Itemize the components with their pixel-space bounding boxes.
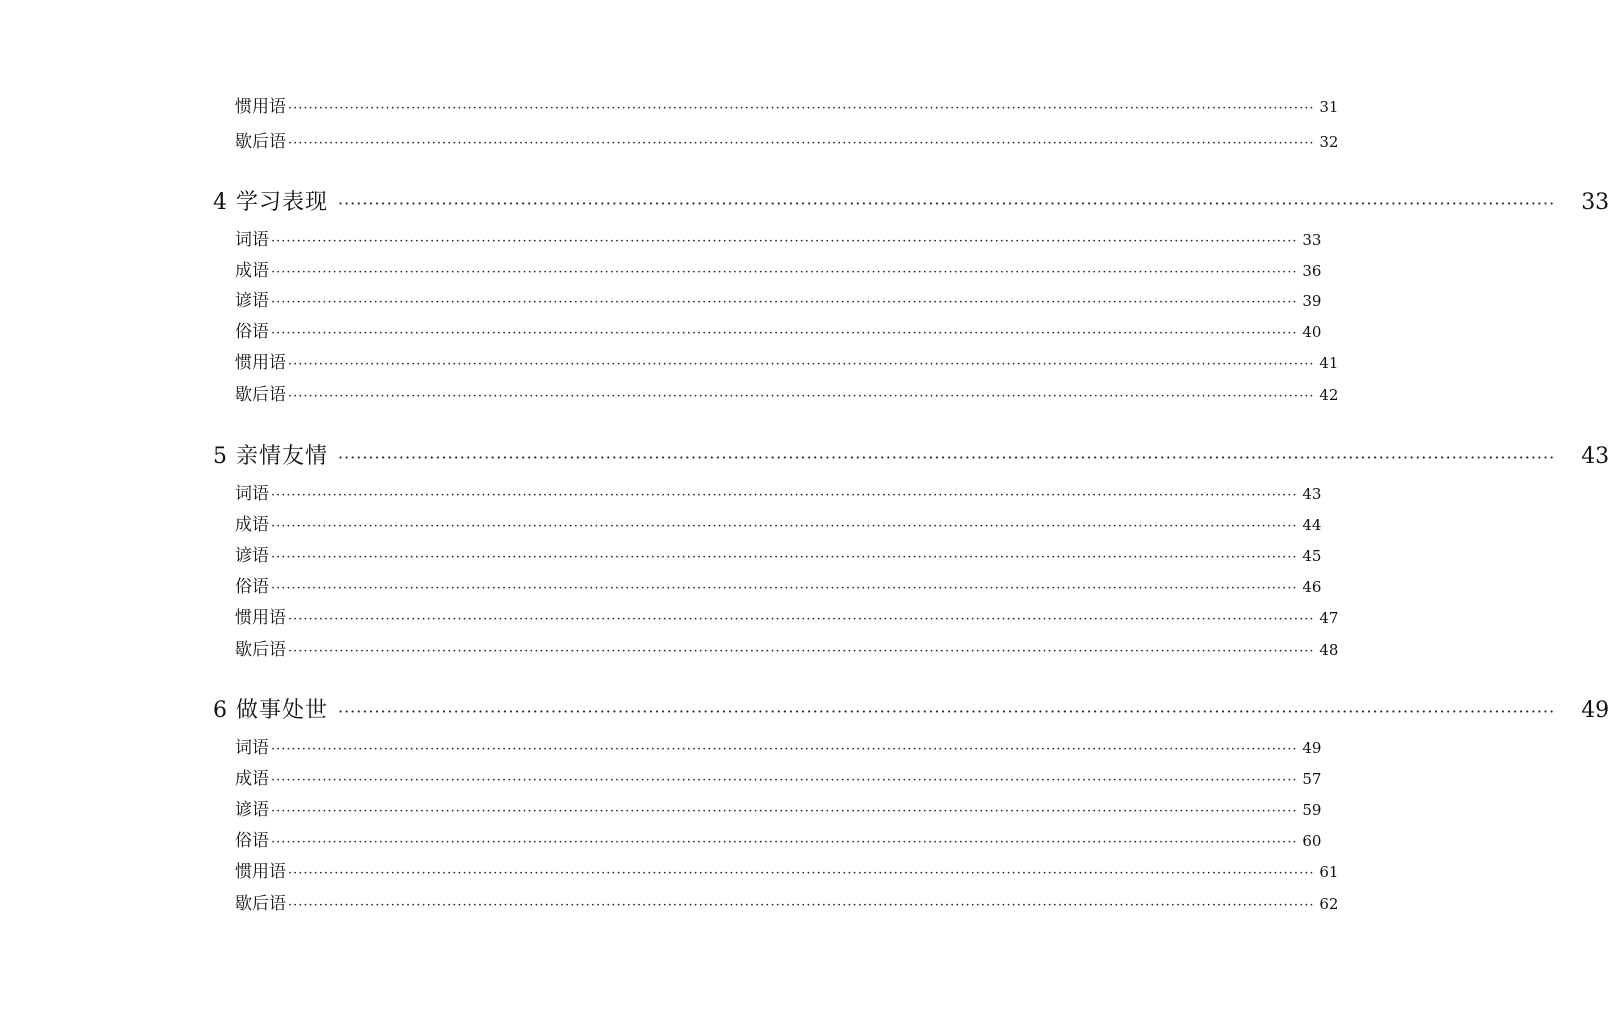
- page-number: 41: [1319, 354, 1339, 372]
- entry-title: 成语: [235, 261, 269, 281]
- page-number: 59: [1302, 801, 1322, 819]
- entry-title: 成语: [235, 769, 269, 789]
- toc-entry[interactable]: [235, 92, 1339, 117]
- entry-title: 词语: [235, 738, 269, 758]
- toc-chapter-entry[interactable]: [213, 439, 1609, 469]
- toc-entry[interactable]: [235, 510, 1322, 535]
- entry-title: 俗语: [235, 831, 269, 851]
- entry-title: 歇后语: [235, 385, 286, 405]
- dot-leader: ········································································································································································································: [288, 644, 1315, 659]
- dot-leader: ········································································································································································································: [288, 866, 1315, 881]
- entry-title: 惯用语: [235, 862, 286, 882]
- entry-title: 词语: [235, 484, 269, 504]
- dot-leader: ········································································································································································································: [288, 612, 1315, 627]
- entry-title: 惯用语: [235, 97, 286, 117]
- page-number: 45: [1302, 547, 1322, 565]
- toc-entry[interactable]: [235, 380, 1339, 405]
- dot-leader: ········································································································································································································: [271, 295, 1298, 310]
- chapter-title: 5 亲情友情: [213, 444, 328, 469]
- dot-leader: ········································································································································································································: [288, 357, 1315, 372]
- dot-leader: ········································································································································································································: [271, 326, 1298, 341]
- entry-title: 歇后语: [235, 640, 286, 660]
- toc-entry[interactable]: [235, 764, 1322, 789]
- dot-leader: ········································································································································································································: [271, 519, 1298, 534]
- entry-title: 谚语: [235, 546, 269, 566]
- entry-title: 歇后语: [235, 132, 286, 152]
- toc-entry[interactable]: [235, 286, 1322, 311]
- page-number: 47: [1319, 609, 1339, 627]
- dot-leader: ········································································································································································································: [271, 742, 1298, 757]
- dot-leader: ········································································································································································································: [288, 389, 1315, 404]
- page-number: 62: [1319, 895, 1339, 913]
- page-number: 32: [1319, 133, 1339, 151]
- toc-entry[interactable]: [235, 225, 1322, 250]
- chapter-page-number: 33: [1581, 190, 1609, 215]
- dot-leader: ········································································································································································································: [271, 234, 1298, 249]
- page-number: 33: [1302, 231, 1322, 249]
- chapter-title: 6 做事处世: [213, 698, 328, 723]
- dot-leader: ········································································································································································································: [338, 702, 1556, 721]
- entry-title: 谚语: [235, 291, 269, 311]
- entry-title: 词语: [235, 230, 269, 250]
- entry-title: 谚语: [235, 800, 269, 820]
- toc-entry[interactable]: [235, 479, 1322, 504]
- dot-leader: ········································································································································································································: [271, 581, 1298, 596]
- dot-leader: ········································································································································································································: [271, 265, 1298, 280]
- dot-leader: ········································································································································································································: [288, 101, 1315, 116]
- page-number: 43: [1302, 485, 1322, 503]
- dot-leader: ········································································································································································································: [271, 488, 1298, 503]
- toc-entry[interactable]: [235, 317, 1322, 342]
- entry-title: 俗语: [235, 577, 269, 597]
- dot-leader: ········································································································································································································: [271, 804, 1298, 819]
- dot-leader: ········································································································································································································: [338, 194, 1556, 213]
- page-number: 48: [1319, 641, 1339, 659]
- page-number: 49: [1302, 739, 1322, 757]
- toc-chapter-entry[interactable]: [213, 185, 1609, 215]
- toc-entry[interactable]: [235, 127, 1339, 152]
- toc-entry[interactable]: [235, 857, 1339, 882]
- page-number: 46: [1302, 578, 1322, 596]
- page-number: 60: [1302, 832, 1322, 850]
- toc-entry[interactable]: [235, 889, 1339, 914]
- toc-entry[interactable]: [235, 541, 1322, 566]
- toc-entry[interactable]: [235, 256, 1322, 281]
- entry-title: 成语: [235, 515, 269, 535]
- toc-entry[interactable]: [235, 635, 1339, 660]
- chapter-title: 4 学习表现: [213, 190, 328, 215]
- page-number: 42: [1319, 386, 1339, 404]
- page-number: 36: [1302, 262, 1322, 280]
- dot-leader: ········································································································································································································: [271, 773, 1298, 788]
- dot-leader: ········································································································································································································: [288, 898, 1315, 913]
- dot-leader: ········································································································································································································: [288, 136, 1315, 151]
- dot-leader: ········································································································································································································: [338, 448, 1556, 467]
- chapter-page-number: 49: [1581, 698, 1609, 723]
- page-number: 44: [1302, 516, 1322, 534]
- page-number: 39: [1302, 292, 1322, 310]
- toc-entry[interactable]: [235, 348, 1339, 373]
- toc-entry[interactable]: [235, 733, 1322, 758]
- dot-leader: ········································································································································································································: [271, 550, 1298, 565]
- entry-title: 惯用语: [235, 353, 286, 373]
- page-number: 61: [1319, 863, 1339, 881]
- toc-entry[interactable]: [235, 826, 1322, 851]
- chapter-page-number: 43: [1581, 444, 1609, 469]
- page-number: 31: [1319, 98, 1339, 116]
- entry-title: 俗语: [235, 322, 269, 342]
- page-number: 40: [1302, 323, 1322, 341]
- toc-entry[interactable]: [235, 572, 1322, 597]
- toc-entry[interactable]: [235, 603, 1339, 628]
- entry-title: 歇后语: [235, 894, 286, 914]
- dot-leader: ········································································································································································································: [271, 835, 1298, 850]
- entry-title: 惯用语: [235, 608, 286, 628]
- toc-entry[interactable]: [235, 795, 1322, 820]
- page-number: 57: [1302, 770, 1322, 788]
- toc-chapter-entry[interactable]: [213, 693, 1609, 723]
